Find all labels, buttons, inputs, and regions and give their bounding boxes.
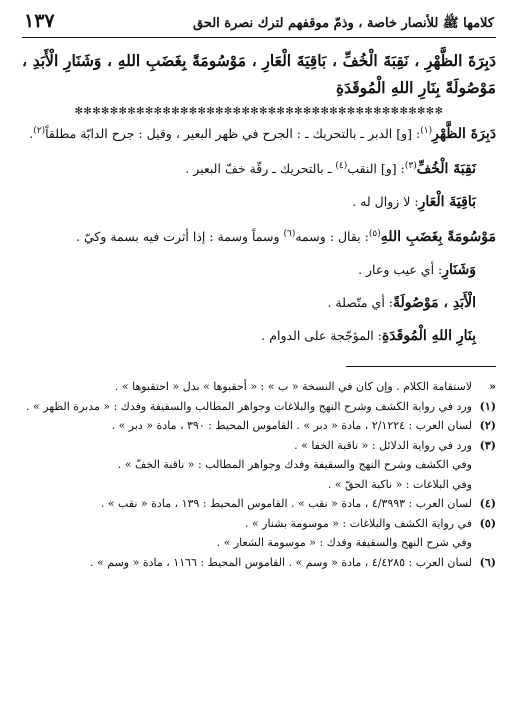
entry-definition-tail: وسماً وسمة : إذا أثرت فيه بسمة وكيّ . <box>76 229 284 245</box>
entry-definition: : أي متّصلة . <box>327 295 393 311</box>
glossary-entry <box>22 192 476 212</box>
footnote-marker: (٥) <box>479 516 496 530</box>
footnote-marker: (٦) <box>479 555 496 569</box>
footnote-ref: (٥) <box>368 229 381 240</box>
footnote-continuation <box>22 533 496 553</box>
entry-headword: بَاقِيَةَ الْعَارِ <box>418 194 476 211</box>
entry-definition: : [و] النقب <box>347 161 405 177</box>
page-number: ١٣٧ <box>24 10 55 32</box>
entry-definition-tail: . <box>29 126 34 142</box>
footnote-marker: (٣) <box>479 438 496 452</box>
entry-headword: دَبِرَةَ الظَّهْرِ <box>432 126 496 143</box>
footnote-item <box>22 553 496 573</box>
footnote-item <box>22 397 496 417</box>
footnote-item <box>22 416 496 436</box>
footnote-marker: « <box>489 380 496 394</box>
footnote-text: وفي الكشف وشرح النهج والسقيفة وفدك وجواهر المطالب : « ناقبة الخفّ » . <box>117 458 472 472</box>
footnote-item <box>22 494 496 514</box>
footnote-marker: (٤) <box>479 497 496 511</box>
running-header <box>22 10 496 38</box>
footnote-marker: (١) <box>479 399 496 413</box>
entry-definition: : لا زوال له . <box>352 194 419 210</box>
footnote-ref: (٤) <box>335 161 348 172</box>
footnote-text: ورد في رواية الكشف وشرح النهج والبلاغات وجواهر المطالب والسقيفة وفدك : « مدبرة الظهر » . <box>26 399 472 413</box>
header-title: كلامها ﷺ للأنصار خاصة ، وذمّ موقفهم لترك نصرة الحق <box>192 16 494 31</box>
entry-definition: : يقال : وسمه <box>295 229 369 245</box>
footnote-item <box>22 514 496 534</box>
footnote-text: لسان العرب : ٢/١٢٢٤ ، مادة « دبر » . القاموس المحيط : ٣٩٠ ، مادة « دبر » . <box>111 419 472 433</box>
footnote-ref: (٢) <box>33 126 46 136</box>
footnote-item <box>22 436 496 456</box>
glossary-entry <box>22 157 476 179</box>
glossary-entry <box>22 225 496 247</box>
footnote-text: لسان العرب : ٤/٤٢٨٥ ، مادة « وسم » . القاموس المحيط : ١١٦٦ ، مادة « وسم » . <box>90 555 472 569</box>
footnote-text: لاستقامة الكلام . وإن كان في النسخة « ب » : « أحقبوها » بدل « احتقبوها » . <box>114 380 472 394</box>
glossary-entry <box>22 260 476 280</box>
footnote-ref: (٣) <box>404 161 417 172</box>
footnote-text: وفي البلاغات : « ناكبة الحقّ » . <box>327 477 472 491</box>
entry-definition: : المؤجّجة على الدوام . <box>261 328 382 344</box>
footnote-separator <box>346 366 496 367</box>
glossary-entry <box>22 326 476 346</box>
book-page <box>22 10 496 572</box>
footnote-ref: (٦) <box>283 229 296 240</box>
entry-definition: : أي عيب وعار . <box>358 262 443 278</box>
footnote-text: ورد في رواية الدلائل : « ناقبة الخفا » . <box>294 438 472 452</box>
entry-definition: : [و] الدبر ـ بالتحريك ـ : الجرح في ظهر البعير ، وقيل : جرح الدابّة مطلقاً <box>45 126 421 142</box>
glossary-entries <box>22 122 496 346</box>
footnote-text: في رواية الكشف والبلاغات : « موسومة بشنار » . <box>244 516 472 530</box>
entry-definition-tail: ـ بالتحريك ـ رقّة خفّ البعير . <box>185 161 336 177</box>
ornament-divider: ✻✻✻✻✻✻✻✻✻✻✻✻✻✻✻✻✻✻✻✻✻✻✻✻✻✻✻✻✻✻✻✻✻✻✻✻✻✻✻✻✻✻ <box>74 106 444 117</box>
footnote-marker: (٢) <box>479 419 496 433</box>
entry-headword: بِنَارِ اللهِ الْمُوقَدَةِ <box>381 328 476 345</box>
entry-headword: وَشَنَارِ <box>442 262 476 279</box>
footnote-text: وفي شرح النهج والسقيفة وفدك : « موسومة الشعار » . <box>216 536 472 550</box>
footnotes <box>22 377 496 572</box>
footnote-item <box>22 377 496 397</box>
quoted-sermon-text: دَبِرَةَ الظَّهْرِ ، نَقِبَةَ الْخُفِّ ، بَاقِيَةَ الْعَارِ ، مَوْسُومَةً بِغَضَبِ اللهِ ، وَشَنَارِ الْأَبَدِ ، مَوْصُولَةً بِنَارِ اللهِ الْمُوقَدَةِ <box>22 51 496 97</box>
entry-headword: الْأَبَدِ ، مَوْصُولَةً <box>392 295 476 312</box>
footnote-continuation <box>22 455 496 475</box>
entry-headword: مَوْسُومَةً بِغَضَبِ اللهِ <box>380 229 496 246</box>
footnote-continuation <box>22 475 496 495</box>
footnote-ref: (١) <box>420 126 433 136</box>
glossary-entry <box>22 293 476 313</box>
footnote-text: لسان العرب : ٤/٣٩٩٣ ، مادة « نقب » . القاموس المحيط : ١٣٩ ، مادة « نقب » . <box>100 497 472 511</box>
entry-headword: نَقِبَةَ الْخُفِّ <box>416 161 476 178</box>
glossary-entry <box>22 122 496 144</box>
